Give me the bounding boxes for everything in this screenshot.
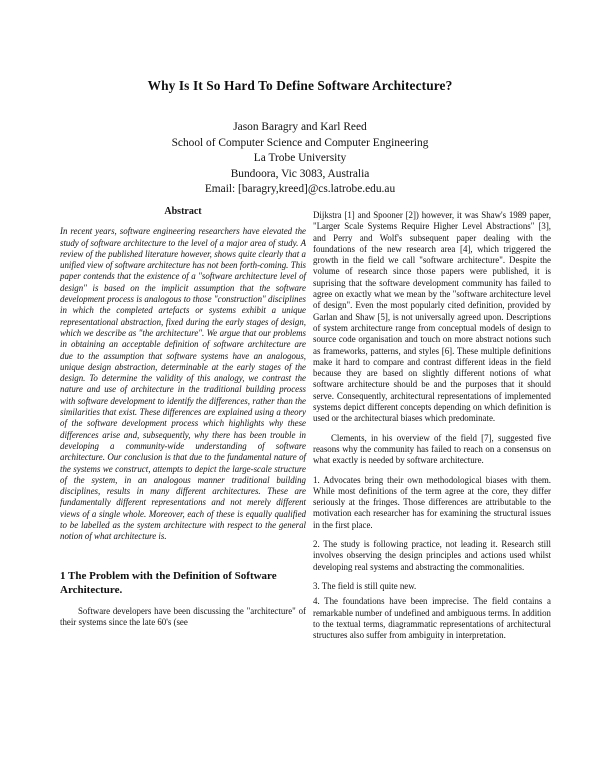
left-column <box>60 206 306 636</box>
reason-item-4: 4. The foundations have been imprecise. The field contains a remarkable number of undefined and ambiguous terms. In addition to the textual terms, diagrammatic representations of architectural structures also suffer from ambiguity in interpretation. <box>313 596 551 641</box>
right-column <box>313 210 551 649</box>
reason-item-3: 3. The field is still quite new. <box>313 580 417 591</box>
paper-title: Why Is It So Hard To Define Software Architecture? <box>147 78 453 93</box>
abstract-text: In recent years, software engineering researchers have elevated the study of software architecture to the level of a major area of study. A review of the published literature however, shows quite clearly that a unified view of software architecture has not been forth-coming. This paper contends that the existence of a "software architecture level of design" is based on the implicit assumption that the software development process is analogous to those "construction" disciplines in which the completed artefacts or systems exhibit a unique representational abstraction, fixed during the early stages of design, which we describe as "the architecture". We argue that our problems in obtaining an acceptable definition of software architecture are due to the assumption that software systems have an analogous, unique design abstraction, determinable at the early stages of the design. To determine the validity of this analogy, we contrast the nature and use of architecture in the traditional building process with software development to identify the differences, rather than the similarities that exist. These differences are explained using a theory of the software development process which highlights why these differences arise and, subsequently, why there has been trouble in developing a community-wide understanding of software architecture. Our conclusion is that due to the fundamental nature of the systems we construct, attempts to depict the large-scale structure of the system, in an analogous manner traditional building disciplines, results in many different architectures. These are fundamentally different representations and not merely different views of a single whole. Moreover, each of these is equally qualified to be labelled as the system architecture with respect to the general notion of what architecture is. <box>60 226 306 542</box>
body-paragraph-1: Dijkstra [1] and Spooner [2]) however, it was Shaw's 1989 paper, "Larger Scale Systems Require Higher Level Abstractions" [3], and Perry and Wolf's subsequent paper dealing with the foundations of the new research area [4], which triggered the growth in the field we call "software architecture". Despite the volume of research since those papers were published, it is suprising that the software development community has failed to agree on exactly what we mean by the "software architecture level of design". Even the most popularly cited definition, provided by Garlan and Shaw [5], is not universally agreed upon. Descriptions of system architecture range from conceptual models of design to source code organisation and touch on more abstract notions such as frameworks, patterns, and styles [6]. These multiple definitions make it hard to compare and contrast different ideas in the field because they are based on slightly different notions of what software architecture should be and the purposes that it should serve. Consequently, architectural representations of implemented systems depict different concepts depending on which definition is used or the architectural biases which predominate. <box>313 210 551 424</box>
section-1-heading: 1 The Problem with the Definition of Software Architecture. <box>60 569 277 596</box>
reason-item-2: 2. The study is following practice, not leading it. Research still involves observing the design principles and actions used whilst developing real systems and abstracting the commonalities. <box>313 539 551 572</box>
author-block <box>0 120 600 198</box>
author-university: La Trobe University <box>253 152 347 165</box>
section-1-intro: Software developers have been discussing the "architecture" of their systems since the late 60's (see <box>60 605 306 627</box>
body-paragraph-2: Clements, in his overview of the field [7], suggested five reasons why the community has failed to reach on a consensus on what exactly is needed by software architecture. <box>313 432 551 466</box>
author-email: Email: [baragry,kreed]@cs.latrobe.edu.au <box>204 183 396 196</box>
author-department: School of Computer Science and Computer Engineering <box>171 136 429 149</box>
abstract-heading: Abstract <box>164 206 202 217</box>
author-address: Bundoora, Vic 3083, Australia <box>230 167 370 180</box>
author-names: Jason Baragry and Karl Reed <box>233 121 367 133</box>
reason-item-1: 1. Advocates bring their own methodological biases with them. While most definitions of the term agree at the core, they differ seriously at the fringes. Those differences are attributable to the motivation each researcher has for examining the structural issues in the first place. <box>313 474 551 530</box>
